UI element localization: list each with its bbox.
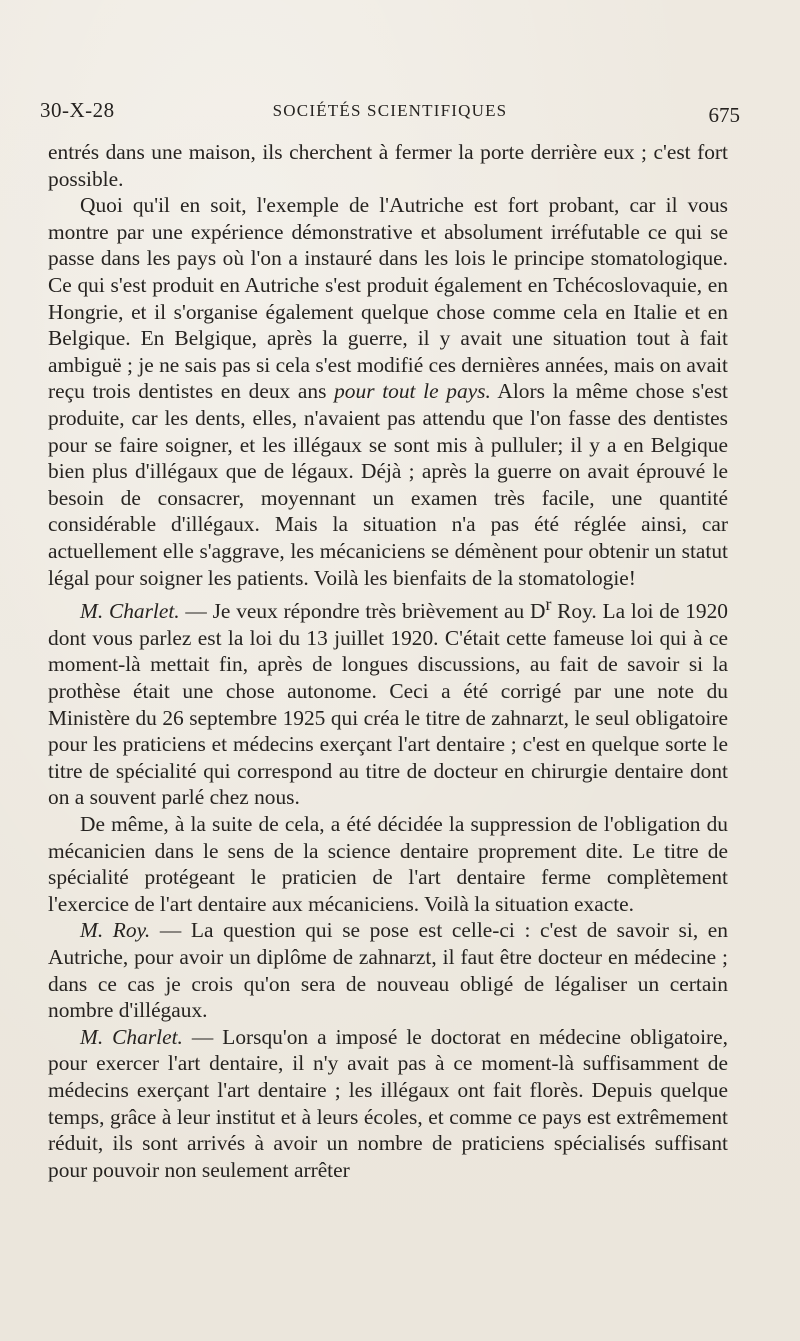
paragraph-text: — La question qui se pose est celle-ci : c'est de savoir si, en Autriche, pour avoir un diplôme de zahnarzt, il faut être docteur en médecine ; dans ce cas je crois qu'on sera de nouveau obligé de légaliser un certain nombre d'illégaux. [48, 918, 728, 1023]
paragraph-text: entrés dans une maison, ils cherchent à fermer la porte derrière eux ; c'est fort possible. [48, 140, 728, 191]
paragraph-text: De même, à la suite de cela, a été décidée la suppression de l'obligation du mécanicien dans le sens de la science dentaire proprement dite. Le titre de spécialité protégeant le praticien de l'art dentaire ferme complètement l'exercice de l'art dentaire aux mécaniciens. Voilà la situation exacte. [48, 811, 728, 916]
emphasis-text: pour tout le pays. [334, 379, 491, 404]
paragraph-charlet-reply [48, 591, 728, 811]
paragraph-austria-example [48, 192, 728, 591]
speaker-name: M. Charlet. [80, 1024, 183, 1049]
speaker-name: M. Roy. [80, 918, 151, 943]
superscript: r [545, 594, 552, 615]
speaker-name: M. Charlet. [80, 599, 180, 624]
paragraph-text: Quoi qu'il en soit, l'exemple de l'Autriche est fort probant, car il vous montre par une expérience démonstrative et absolument irréfutable ce qui se passe dans les pays où l'on a instauré dans les lois le principe stomatologique. Ce qui s'est produit en Autriche s'est produit également en Tchécoslovaquie, en Hongrie, et il s'organise également quelque chose comme cela en Italie et en Belgique. En Belgique, après la guerre, il y avait une situation tout à fait ambiguë ; je ne sais pas si cela s'est modifié ces dernières années, mais on avait reçu trois dentistes en deux ans [48, 193, 728, 404]
paragraph-text: Alors la même chose s'est produite, car les dents, elles, n'avaient pas attendu que l'on fasse des dentistes pour se faire soigner, et les illégaux se sont mis à pulluler; il y a en Belgique bien plus d'illégaux que de légaux. Déjà ; après la guerre on avait éprouvé le besoin de consacrer, moyennant un examen très facile, une quantité considérable d'illégaux. Mais la situation n'a pas été réglée ainsi, car actuellement elle s'aggrave, les mécaniciens se démènent pour obtenir un statut légal pour soigner les patients. Voilà les bienfaits de la stomatologie! [48, 379, 728, 590]
page-number: 675 [708, 103, 740, 127]
header-title: SOCIÉTÉS SCIENTIFIQUES [272, 101, 508, 120]
paragraph-text: — Lorsqu'on a imposé le doctorat en médecine obligatoire, pour exercer l'art dentaire, il n'y avait pas à ce moment-là suffisamment de médecins exerçant l'art dentaire ; les illégaux ont fait florès. Depuis quelque temps, grâce à leur institut et à leurs écoles, et comme ce pays est extrêmement réduit, ils sont arrivés à avoir un nombre de praticiens spécialisés suffisant pour pouvoir non seulement arrêter [48, 1024, 728, 1182]
paragraph-text: Roy. La loi de 1920 dont vous parlez est la loi du 13 juillet 1920. C'était cette fameuse loi qui à ce moment-là mettait fin, après de longues discussions, au fait de savoir si la prothèse était une chose autonome. Ceci a été corrigé par une note du Ministère du 26 septembre 1925 qui créa le titre de zahnarzt, le seul obligatoire pour les praticiens et médecins exerçant l'art dentaire ; c'est en quelque sorte le titre de spécialité qui correspond au titre de docteur en chirurgie dentaire dont on a souvent parlé chez nous. [48, 599, 728, 810]
header-date: 30-X-28 [40, 98, 115, 122]
paragraph-text: — Je veux répondre très brièvement au D [179, 599, 546, 624]
body-text [48, 139, 728, 1183]
paragraph-continuation [48, 139, 728, 192]
paragraph-roy-question [48, 917, 728, 1023]
paragraph-charlet-answer [48, 1024, 728, 1184]
paragraph-de-meme [48, 811, 728, 917]
running-head [40, 98, 740, 128]
